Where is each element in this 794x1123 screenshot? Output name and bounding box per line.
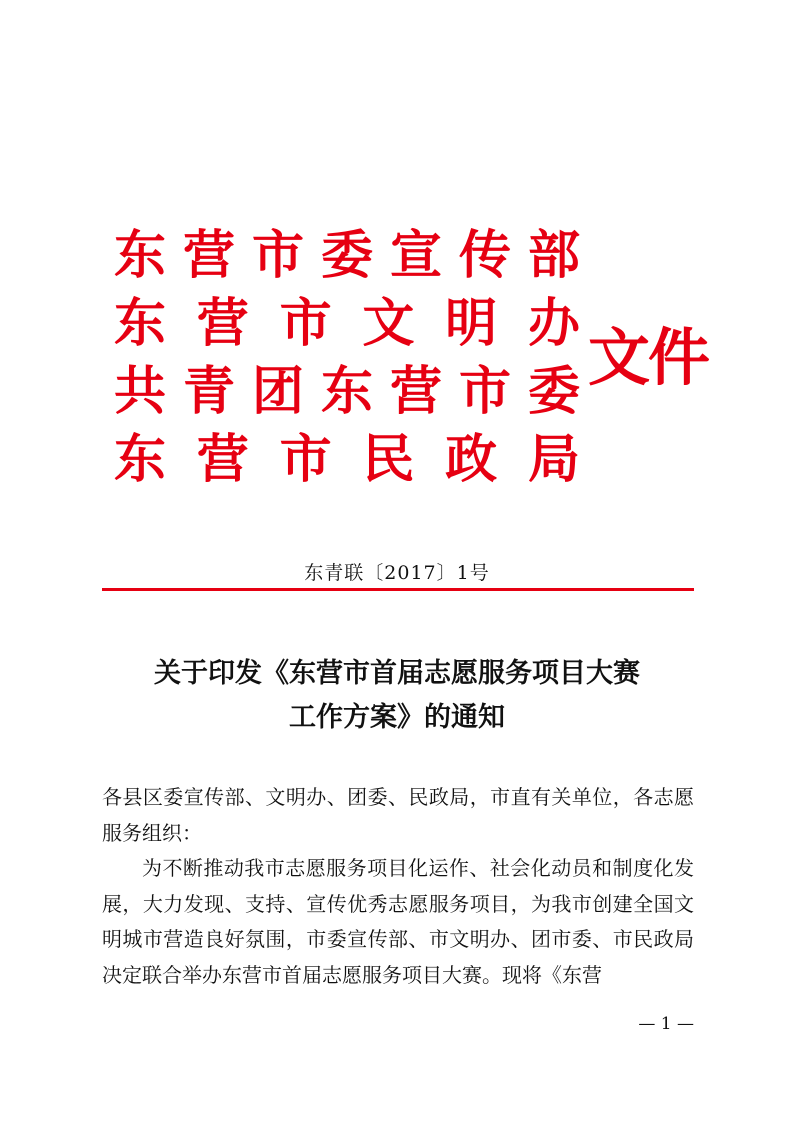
issuer-char: 团	[251, 361, 304, 422]
issuer-char: 文	[362, 293, 415, 354]
issuer-block	[112, 222, 582, 494]
red-separator-line	[102, 588, 694, 591]
issuer-char: 东	[113, 429, 166, 490]
issuer-char: 明	[445, 293, 498, 354]
issuer-line	[112, 290, 582, 358]
issuer-char: 部	[527, 225, 580, 286]
issuer-char: 东	[320, 361, 373, 422]
issuer-line	[112, 358, 582, 426]
issuer-char: 营	[196, 293, 249, 354]
issuer-char: 办	[527, 293, 580, 354]
issuer-char: 营	[182, 225, 235, 286]
issuer-char: 民	[362, 429, 415, 490]
issuer-char: 局	[527, 429, 580, 490]
issuer-char: 营	[196, 429, 249, 490]
issuer-suffix: 文件	[588, 321, 709, 394]
issuer-char: 市	[251, 225, 304, 286]
issuer-char: 政	[445, 429, 498, 490]
issuer-char: 传	[458, 225, 511, 286]
issuer-char: 委	[527, 361, 580, 422]
issuer-char: 共	[113, 361, 166, 422]
issuer-char: 市	[458, 361, 511, 422]
document-number: 东青联〔2017〕1号	[304, 562, 490, 584]
issuer-char: 市	[279, 429, 332, 490]
title-line-2: 工作方案》的通知	[289, 702, 505, 733]
issuer-line	[112, 222, 582, 290]
issuer-line	[112, 426, 582, 494]
issuer-char: 青	[182, 361, 235, 422]
document-body	[102, 780, 694, 993]
issuer-char: 营	[389, 361, 442, 422]
issuer-char: 委	[320, 225, 373, 286]
body-paragraph: 为不断推动我市志愿服务项目化运作、社会化动员和制度化发展，大力发现、支持、宣传优秀志愿服务项目，为我市创建全国文明城市营造良好氛围，市委宣传部、市文明办、团市委、市民政局决定联合举办东营市首届志愿服务项目大赛。现将《东营	[102, 856, 694, 987]
issuer-char: 宣	[389, 225, 442, 286]
document-title	[0, 652, 794, 740]
title-line-1: 关于印发《东营市首届志愿服务项目大赛	[154, 658, 640, 689]
page-number: — 1 —	[638, 1014, 694, 1034]
issuer-char: 东	[113, 293, 166, 354]
issuer-char: 市	[279, 293, 332, 354]
issuer-char: 东	[113, 225, 166, 286]
salutation: 各县区委宣传部、文明办、团委、民政局，市直有关单位，各志愿服务组织：	[102, 785, 694, 845]
